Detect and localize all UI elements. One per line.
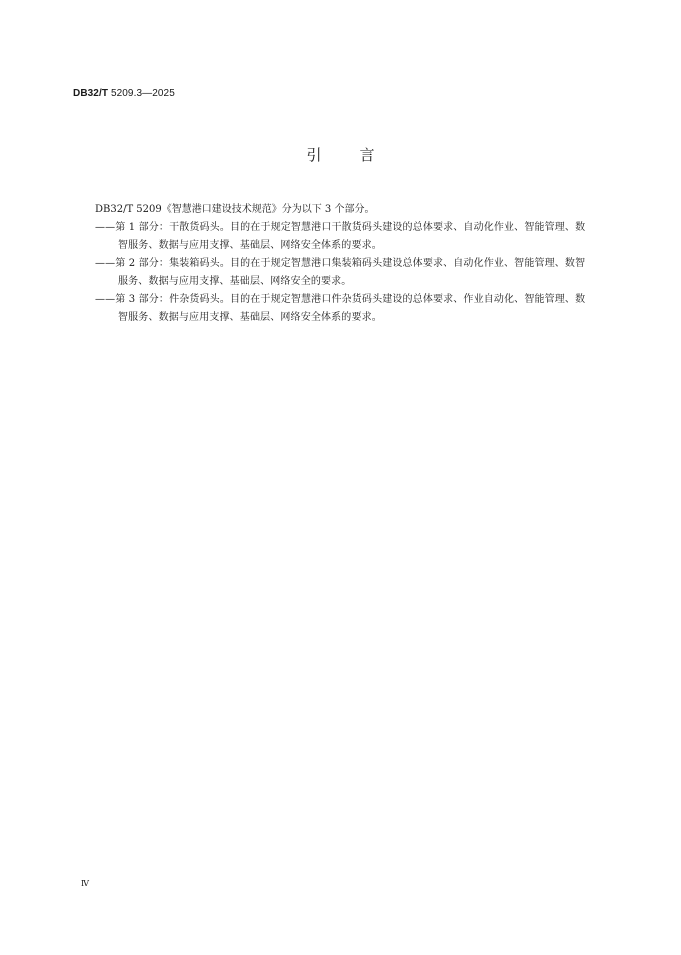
document-code: [73, 88, 175, 100]
page-title-char-1: 引: [306, 146, 322, 164]
page-title: [0, 145, 681, 165]
document-code-prefix: DB32/T: [73, 88, 109, 99]
part-item-1: ——第 1 部分：干散货码头。目的在于规定智慧港口干散货码头建设的总体要求、自动化作业、智能管理、数智服务、数据与应用支撑、基础层、网络安全体系的要求。: [95, 222, 586, 251]
intro-paragraph: DB32/T 5209《智慧港口建设技术规范》分为以下 3 个部分。: [95, 204, 375, 215]
part-item-3: ——第 3 部分：件杂货码头。目的在于规定智慧港口件杂货码头建设的总体要求、作业自动化、智能管理、数智服务、数据与应用支撑、基础层、网络安全体系的要求。: [95, 294, 586, 323]
part-item-2: ——第 2 部分：集装箱码头。目的在于规定智慧港口集装箱码头建设总体要求、自动化作业、智能管理、数智服务、数据与应用支撑、基础层、网络安全的要求。: [95, 258, 586, 287]
document-code-number: 5209.3—2025: [108, 88, 175, 99]
page-title-char-2: 言: [359, 146, 375, 164]
page-number: Ⅳ: [81, 879, 89, 888]
introduction-body: [95, 201, 595, 327]
